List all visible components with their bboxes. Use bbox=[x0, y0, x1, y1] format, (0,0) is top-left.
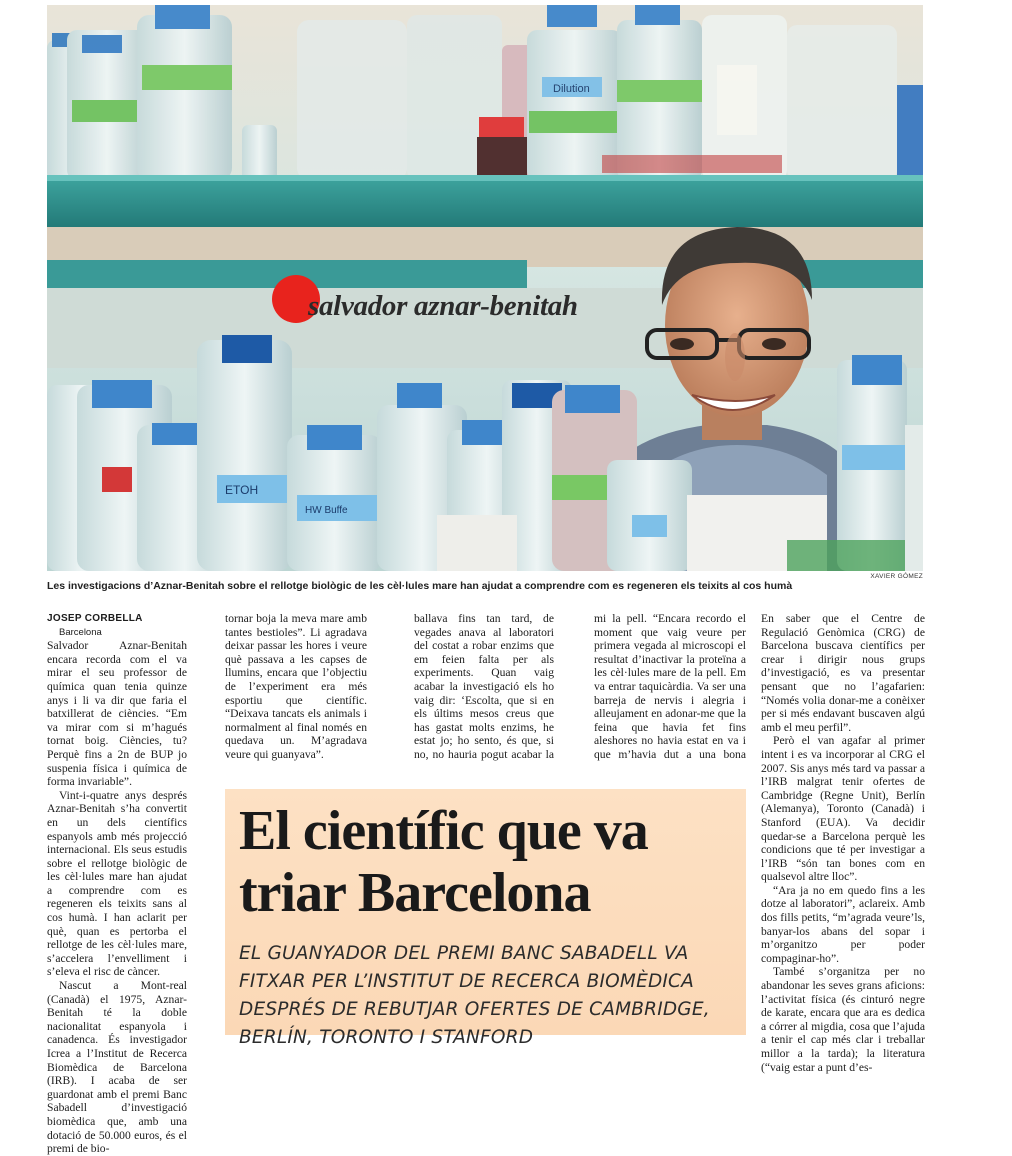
headline bbox=[239, 800, 739, 924]
lab-photo bbox=[47, 5, 923, 571]
bottle-label-buffer: HW Buffe bbox=[305, 505, 348, 516]
lab-photo-illustration bbox=[47, 5, 923, 571]
column-4 bbox=[594, 612, 746, 762]
byline-author: JOSEP CORBELLA bbox=[47, 612, 187, 626]
bottle-label-dilution: Dilution bbox=[553, 83, 590, 95]
paragraph: Salvador Aznar-Benitah encara recorda com el va mirar el seu professor de química quan tenia quinze anys i li va dir que faria el batxillerat de ciències. “Em va mirar com si m’hagués tornat boig. Ciències, tu? Perquè fins a 2n de BUP jo suspenia física i química de forma invariable”. bbox=[47, 639, 187, 789]
photo-credit: XAVIER GÓMEZ bbox=[870, 573, 923, 580]
paragraph: En saber que el Centre de Regulació Genòmica (CRG) de Barcelona buscava científics per crear i dirigir nous grups d’investigació, es va presentar pensant que no l’agafarien: “Només volia donar-me a conèixer per si més endavant buscaven algú amb el meu perfil”. bbox=[761, 612, 925, 734]
paragraph: També s’organitza per no abandonar les seves grans aficions: l’activitat física (és cinturó negre de karate, encara que ara es dedica a córrer al migdia, cosa que l’ajuda a tenir el cap més clar i treballar millor a la tarda); la literatura (“vaig estar a punt d’es- bbox=[761, 965, 925, 1074]
paragraph: Nascut a Mont-real (Canadà) el 1975, Aznar-Benitah té la doble nacionalitat espanyola i canadenca. És investigador Icrea a l’Institut de Recerca Biomèdica de Barcelona (IRB). I acaba de ser guardonat amb el premi Banc Sabadell d’investigació biomèdica que, amb una dotació de 50.000 euros, és el premi de bio- bbox=[47, 979, 187, 1156]
subheadline: EL GUANYADOR DEL PREMI BANC SABADELL VA FITXAR PER L’INSTITUT DE RECERCA BIOMÈDICA DESPRÉS DE REBUTJAR OFERTES DE CAMBRIDGE, BERLÍN, TORONTO I STANFORD bbox=[239, 940, 739, 1052]
column-3 bbox=[414, 612, 554, 762]
paragraph: mi la pell. “Encara recordo el moment que vaig veure per primera vegada al microscopi el resultat d’inactivar la proteïna a les cèl·lules mare de la pell. Em va entrar taquicàrdia. Va ser una barreja de nervis i alegria i alleujament en adonar-me que la feina que havia fet fins aleshores no havia estat en va i que m’havia dut a una bona bbox=[594, 612, 746, 762]
headline-line-1: El científic que va bbox=[239, 800, 739, 862]
column-1 bbox=[47, 612, 187, 1156]
bottle-label-etoh: ETOH bbox=[225, 483, 258, 497]
subject-name-label: salvador aznar-benitah bbox=[308, 290, 578, 323]
headline-line-2: triar Barcelona bbox=[239, 862, 739, 924]
byline-place: Barcelona bbox=[47, 626, 187, 640]
paragraph: “Ara ja no em quedo fins a les dotze al laboratori”, aclareix. Amb dos fills petits, “m’agrada veure’ls, banyar-los abans del sopar i m’organitzo per poder compaginar-ho”. bbox=[761, 884, 925, 966]
column-5 bbox=[761, 612, 925, 1074]
paragraph: tornar boja la meva mare amb tantes bestioles”. Li agradava deixar passar les hores i veure què passava a les capses de llumins, encara que l’objectiu de l’experiment era més esportiu que científic. “Deixava tancats els animals i normalment al final només en quedava un. M’agradava veure qui guanyava”. bbox=[225, 612, 367, 762]
paragraph: Vint-i-quatre anys després Aznar-Benitah s’ha convertit en un dels científics espanyols amb més projecció internacional. Els seus estudis sobre el rellotge biològic de les cèl·lules mare han ajudat a comprendre com es regeneren els teixits sans al cos humà. I han aclarit per què, quan es pertorba el rellotge de les cèl·lules mare, s’accelera l’envelliment i s’eleva el risc de càncer. bbox=[47, 789, 187, 979]
column-2 bbox=[225, 612, 367, 762]
paragraph: Però el van agafar al primer intent i es va incorporar al CRG el 2007. Sis anys més tard va passar a l’IRB malgrat tenir ofertes de Cambridge (Regne Unit), Berlín (Alemanya), Toronto (Canadà) i Stanford (EUA). Va decidir quedar-se a Barcelona perquè les condicions que té per investigar a l’IRB “són tan bones com en qualsevol altre lloc”. bbox=[761, 734, 925, 884]
photo-caption: Les investigacions d’Aznar-Benitah sobre el rellotge biològic de les cèl·lules mare han ajudat a comprendre com es regeneren els teixits al cos humà bbox=[47, 580, 847, 592]
paragraph: ballava fins tan tard, de vegades anava al laboratori del costat a robar enzims que em feien falta per als experiments. Quan vaig acabar la investigació els ho vaig dir: ‘Escolta, que si en els últims mesos creus que has gastat molts enzims, he estat jo; ho sento, és que, si no, no hauria pogut acabar la bbox=[414, 612, 554, 762]
